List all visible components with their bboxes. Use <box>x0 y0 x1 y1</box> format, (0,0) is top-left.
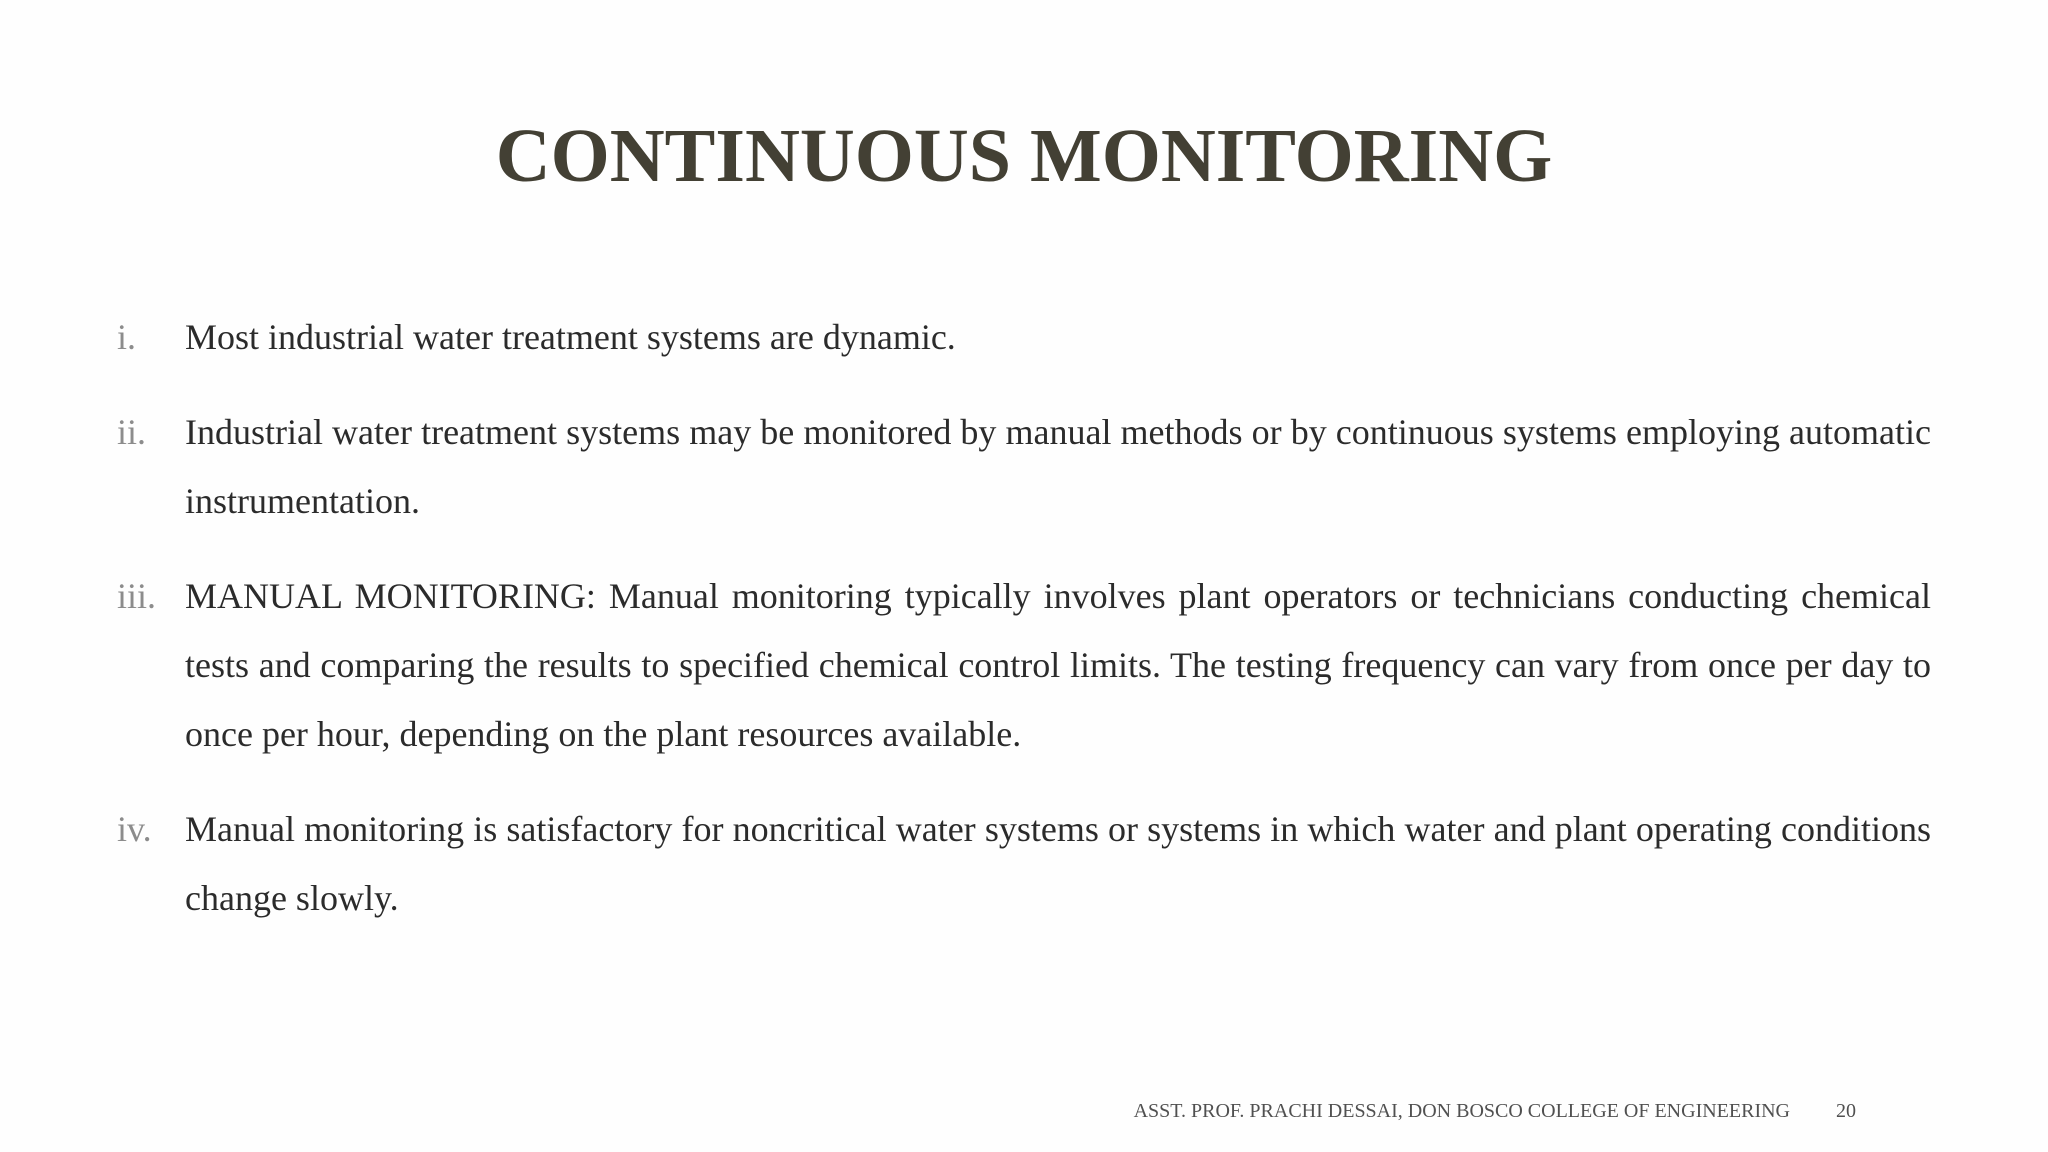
list-item-text: Most industrial water treatment systems are dynamic. <box>185 317 956 357</box>
slide-footer <box>0 1098 2048 1128</box>
list-item-text: MANUAL MONITORING: Manual monitoring typically involves plant operators or technicians conducting chemical tests and comparing the results to specified chemical control limits. The testing frequency can vary from once per day to once per hour, depending on the plant resources available. <box>185 576 1931 754</box>
list-marker: iii. <box>117 576 157 616</box>
list-marker: i. <box>117 317 137 357</box>
list-marker: iv. <box>117 809 152 849</box>
list-item-text: Industrial water treatment systems may be monitored by manual methods or by continuous systems employing automatic instrumentation. <box>185 412 1931 521</box>
footer-author: ASST. PROF. PRACHI DESSAI, DON BOSCO COLLEGE OF ENGINEERING <box>1133 1100 1790 1122</box>
page-number: 20 <box>1836 1100 1856 1122</box>
list-item-text: Manual monitoring is satisfactory for noncritical water systems or systems in which water and plant operating conditions change slowly. <box>185 809 1931 918</box>
slide-title: CONTINUOUS MONITORING <box>495 114 1553 198</box>
list-marker: ii. <box>117 412 147 452</box>
